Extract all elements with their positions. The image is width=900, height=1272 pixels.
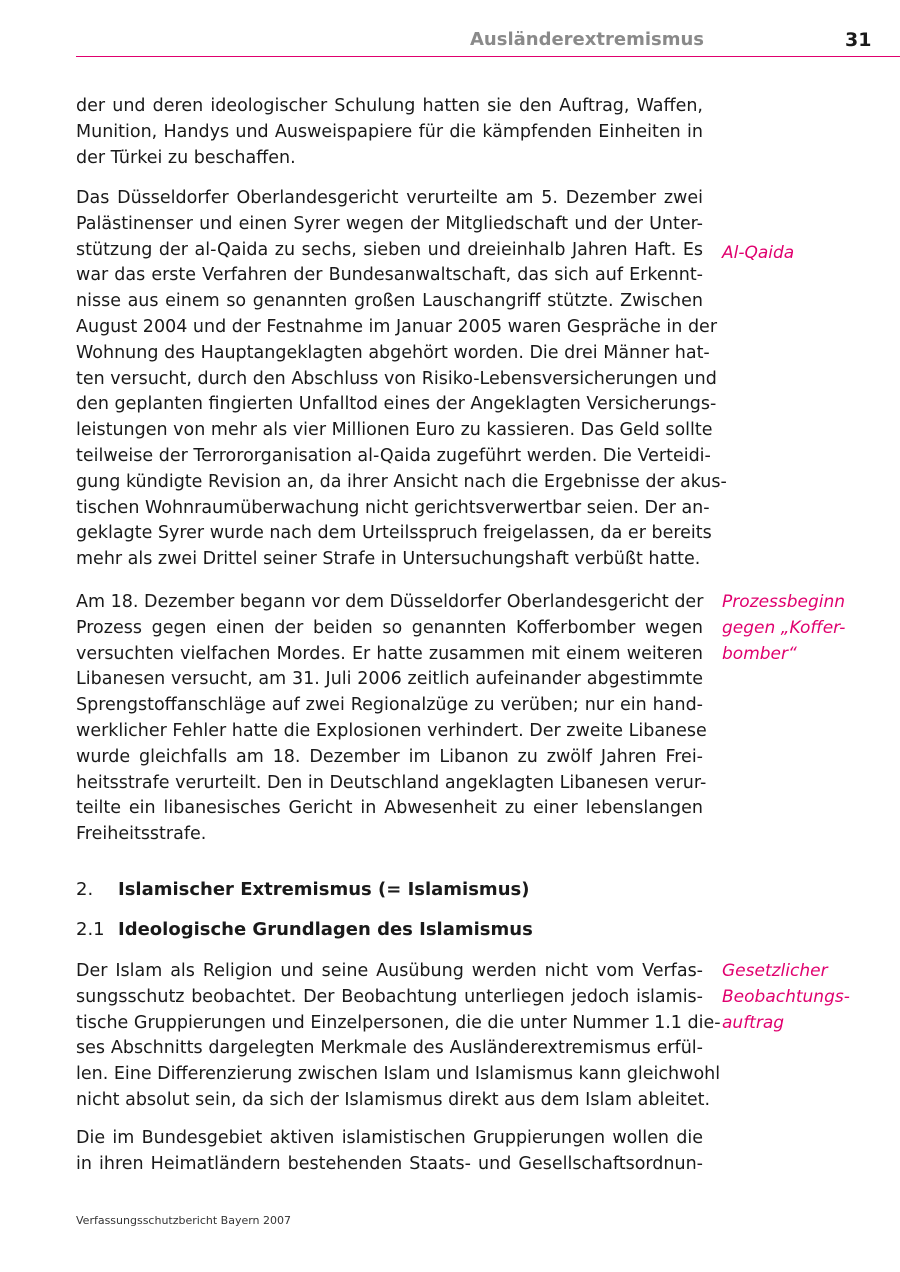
text-line: sungsschutz beobachtet. Der Beobachtung unterliegen jedoch islamis- [76, 986, 703, 1007]
body-paragraph [76, 94, 703, 171]
margin-note [722, 241, 892, 267]
running-header-title: Ausländerextremismus [470, 29, 704, 50]
text-line: Palästinenser und einen Syrer wegen der Mitgliedschaft und der Unter- [76, 213, 703, 234]
margin-note [722, 590, 892, 667]
margin-note-line: gegen „Koffer- [722, 617, 846, 638]
margin-note-line: bomber“ [722, 643, 797, 664]
text-line: geklagte Syrer wurde nach dem Urteilsspruch freigelassen, da er bereits [76, 523, 712, 544]
text-line: tischen Wohnraumüberwachung nicht gerichtsverwertbar seien. Der an- [76, 497, 710, 518]
text-line: Sprengstoffanschläge auf zwei Regionalzüge zu verüben; nur ein hand- [76, 695, 703, 716]
margin-note-line: Beobachtungs- [722, 986, 850, 1007]
body-paragraph [76, 186, 727, 573]
text-line: der Türkei zu beschaffen. [76, 147, 296, 168]
text-line: versuchten vielfachen Mordes. Er hatte zusammen mit einem weiteren [76, 643, 703, 664]
margin-note-line: auftrag [722, 1012, 785, 1033]
text-line: der und deren ideologischer Schulung hatten sie den Auftrag, Waffen, [76, 96, 703, 116]
text-line: war das erste Verfahren der Bundesanwaltschaft, das sich auf Erkennt- [76, 265, 703, 286]
text-line: ses Abschnitts dargelegten Merkmale des Ausländerextremismus erfül- [76, 1038, 703, 1059]
section-heading [76, 879, 529, 900]
text-line: Am 18. Dezember begann vor dem Düsseldorfer Oberlandesgericht der [76, 592, 704, 612]
margin-note [722, 959, 892, 1036]
text-line: nicht absolut sein, da sich der Islamismus direkt aus dem Islam ableitet. [76, 1089, 711, 1110]
body-paragraph [76, 1126, 703, 1178]
text-line: Das Düsseldorfer Oberlandesgericht verurteilte am 5. Dezember zwei [76, 188, 703, 208]
subsection-heading [76, 919, 533, 940]
text-line: den geplanten fingierten Unfalltod eines der Angeklagten Versicherungs- [76, 394, 717, 415]
text-line: teilweise der Terrororganisation al-Qaida zugeführt werden. Die Verteidi- [76, 445, 711, 466]
text-line: mehr als zwei Drittel seiner Strafe in Untersuchungshaft verbüßt hatte. [76, 549, 701, 570]
text-line: teilte ein libanesisches Gericht in Abwesenheit zu einer lebenslangen [76, 798, 703, 819]
text-line: Der Islam als Religion und seine Ausübung werden nicht vom Verfas- [76, 961, 703, 981]
text-line: werklicher Fehler hatte die Explosionen verhindert. Der zweite Libanese [76, 720, 707, 741]
header-rule [76, 56, 900, 57]
text-line: August 2004 und der Festnahme im Januar 2005 waren Gespräche in der [76, 316, 718, 337]
text-line: tische Gruppierungen und Einzelpersonen, die die unter Nummer 1.1 die- [76, 1012, 721, 1033]
text-line: wurde gleichfalls am 18. Dezember im Libanon zu zwölf Jahren Frei- [76, 746, 703, 767]
page-number: 31 [845, 29, 872, 51]
text-line: in ihren Heimatländern bestehenden Staats- und Gesellschaftsordnun- [76, 1153, 703, 1174]
section-number: 2.1 [76, 919, 105, 940]
section-number: 2. [76, 879, 94, 900]
body-paragraph [76, 959, 721, 1114]
text-line: Munition, Handys und Ausweispapiere für die kämpfenden Einheiten in [76, 121, 703, 142]
body-paragraph [76, 590, 707, 848]
margin-note-line: Gesetzlicher [722, 961, 828, 981]
text-line: leistungen von mehr als vier Millionen Euro zu kassieren. Das Geld sollte [76, 420, 713, 441]
text-line: Freiheitsstrafe. [76, 824, 207, 845]
text-line: Prozess gegen einen der beiden so genannten Kofferbomber wegen [76, 617, 703, 638]
margin-note-line: Prozessbeginn [722, 592, 846, 612]
text-line: nisse aus einem so genannten großen Lauschangriff stützte. Zwischen [76, 291, 703, 312]
text-line: Libanesen versucht, am 31. Juli 2006 zeitlich aufeinander abgestimmte [76, 669, 703, 690]
text-line: len. Eine Differenzierung zwischen Islam und Islamismus kann gleichwohl [76, 1064, 721, 1085]
section-title: Islamischer Extremismus (= Islamismus) [118, 879, 530, 900]
text-line: gung kündigte Revision an, da ihrer Ansicht nach die Ergebnisse der akus- [76, 471, 727, 492]
text-line: Wohnung des Hauptangeklagten abgehört worden. Die drei Männer hat- [76, 342, 710, 363]
section-title: Ideologische Grundlagen des Islamismus [118, 919, 533, 940]
margin-note-line: Al-Qaida [722, 243, 795, 263]
text-line: Die im Bundesgebiet aktiven islamistischen Gruppierungen wollen die [76, 1128, 703, 1148]
text-line: heitsstrafe verurteilt. Den in Deutschland angeklagten Libanesen verur- [76, 772, 707, 793]
text-line: ten versucht, durch den Abschluss von Risiko-Lebensversicherungen und [76, 368, 717, 389]
text-line: stützung der al-Qaida zu sechs, sieben und dreieinhalb Jahren Haft. Es [76, 239, 703, 260]
page-footer: Verfassungsschutzbericht Bayern 2007 [76, 1214, 292, 1227]
